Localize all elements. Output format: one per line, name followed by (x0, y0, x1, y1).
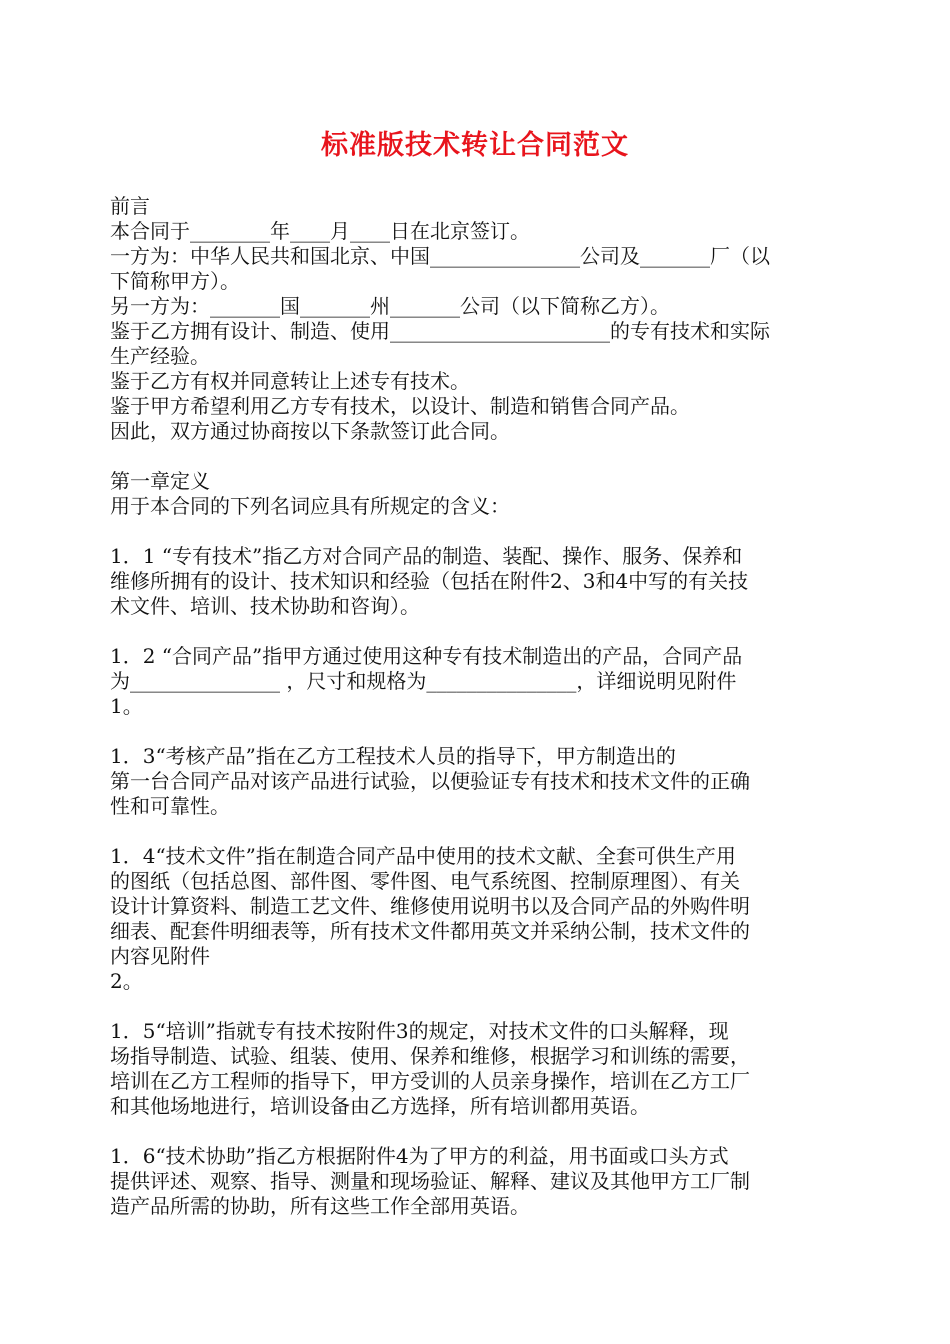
paragraph-spacer (110, 719, 842, 744)
text-line: 本合同于________年____月____日在北京签订。 (110, 219, 530, 243)
text-line: 前言 (110, 194, 150, 218)
text-line: 和其他场地进行，培训设备由乙方选择，所有培训都用英语。 (110, 1094, 650, 1118)
text-line: 鉴于甲方希望利用乙方专有技术，以设计、制造和销售合同产品。 (110, 394, 690, 418)
text-line: 1．4“技术文件”指在制造合同产品中使用的技术文献、全套可供生产用 (110, 844, 736, 868)
text-line: 性和可靠性。 (110, 794, 230, 818)
text-line: 培训在乙方工程师的指导下，甲方受训的人员亲身操作，培训在乙方工厂 (110, 1069, 750, 1093)
text-line: 一方为：中华人民共和国北京、中国_______________公司及_______厂（以 (110, 244, 770, 268)
text-line: 第一台合同产品对该产品进行试验，以便验证专有技术和技术文件的正确 (110, 769, 750, 793)
text-line: 生产经验。 (110, 344, 210, 368)
paragraph-spacer (110, 444, 842, 469)
text-line: 1．2 “合同产品”指甲方通过使用这种专有技术制造出的产品，合同产品 (110, 644, 743, 668)
text-line: 设计计算资料、制造工艺文件、维修使用说明书以及合同产品的外购件明 (110, 894, 750, 918)
text-line: 第一章定义 (110, 469, 210, 493)
text-line: 下简称甲方）。 (110, 269, 240, 293)
text-line: 因此，双方通过协商按以下条款签订此合同。 (110, 419, 510, 443)
text-line: 1．6“技术协助”指乙方根据附件4为了甲方的利益，用书面或口头方式 (110, 1144, 729, 1168)
text-line: 内容见附件 (110, 944, 210, 968)
paragraph-spacer (110, 519, 842, 544)
text-line: 1。 (110, 694, 143, 718)
text-line: 维修所拥有的设计、技术知识和经验（包括在附件2、3和4中写的有关技 (110, 569, 749, 593)
text-line: 场指导制造、试验、组装、使用、保养和维修，根据学习和训练的需要， (110, 1044, 750, 1068)
text-line: 术文件、培训、技术协助和咨询）。 (110, 594, 420, 618)
text-line: 鉴于乙方有权并同意转让上述专有技术。 (110, 369, 470, 393)
text-line: 造产品所需的协助，所有这些工作全部用英语。 (110, 1194, 530, 1218)
paragraph-spacer (110, 619, 842, 644)
text-line: 2。 (110, 969, 143, 993)
text-line: 细表、配套件明细表等，所有技术文件都用英文并采纳公制，技术文件的 (110, 919, 750, 943)
paragraph-spacer (110, 1119, 842, 1144)
text-line: 1．3“考核产品”指在乙方工程技术人员的指导下，甲方制造出的 (110, 744, 676, 768)
text-line: 用于本合同的下列名词应具有所规定的含义： (110, 494, 510, 518)
text-line: 另一方为：_______国_______州_______公司（以下简称乙方）。 (110, 294, 670, 318)
paragraph-spacer (110, 819, 842, 844)
paragraph-spacer (110, 994, 842, 1019)
document-title: 标准版技术转让合同范文 (321, 130, 629, 161)
text-line: 提供评述、观察、指导、测量和现场验证、解释、建议及其他甲方工厂制 (110, 1169, 750, 1193)
text-line: 1．1 “专有技术”指乙方对合同产品的制造、装配、操作、服务、保养和 (110, 544, 743, 568)
text-line: 为_______________ ，尺寸和规格为_______________，详细说明见附件 (110, 669, 737, 693)
text-line: 的图纸（包括总图、部件图、零件图、电气系统图、控制原理图）、有关 (110, 869, 740, 893)
document-body (110, 194, 842, 1219)
text-line: 鉴于乙方拥有设计、制造、使用______________________的专有技术和实际 (110, 319, 770, 343)
text-line: 1．5“培训”指就专有技术按附件3的规定，对技术文件的口头解释，现 (110, 1019, 729, 1043)
